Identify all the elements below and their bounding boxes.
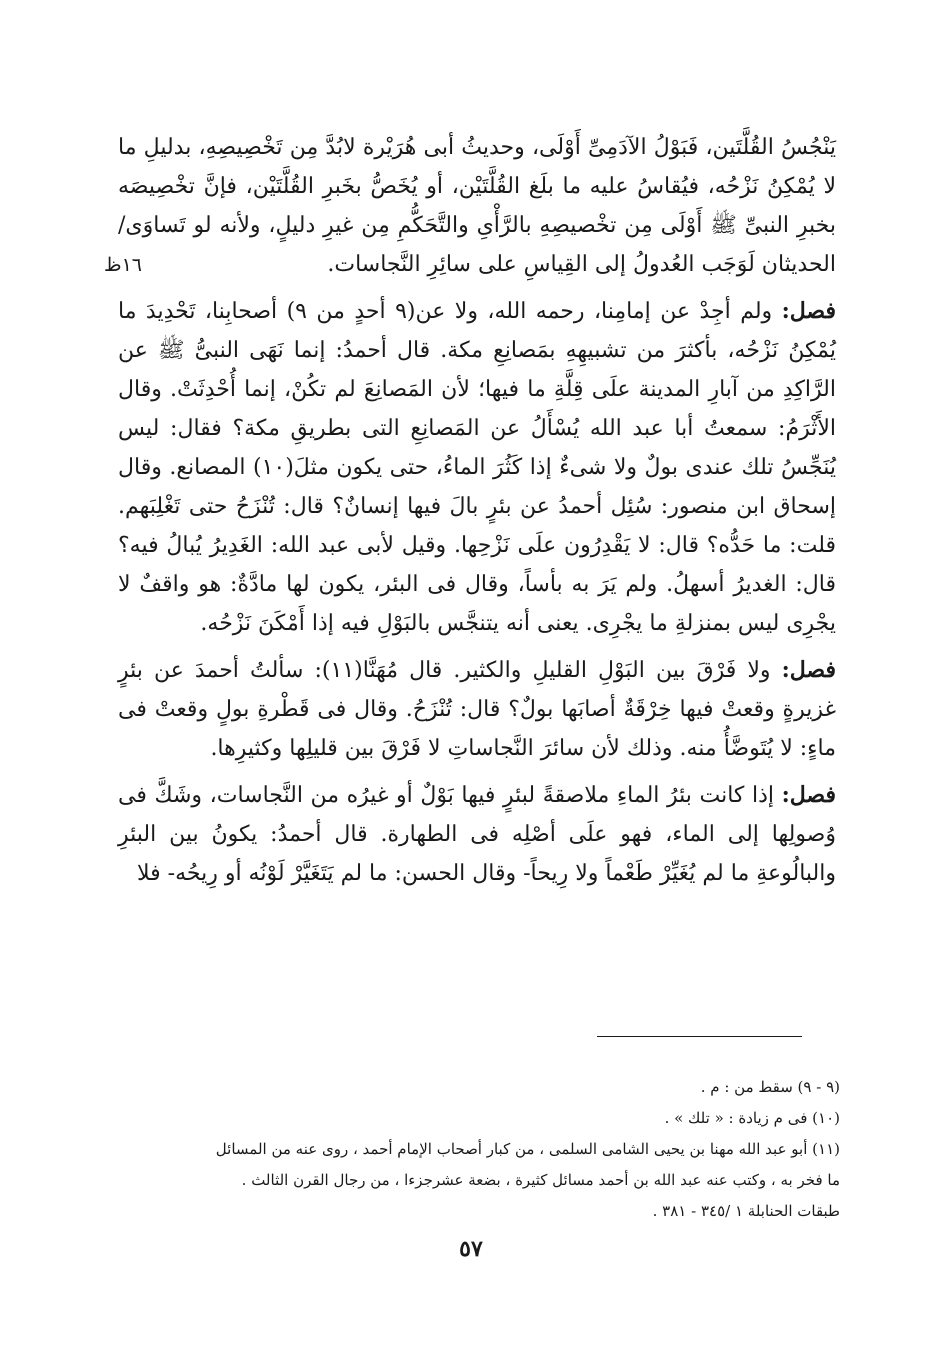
paragraph — [118, 128, 836, 284]
paragraph-text: ولم أجِدْ عن إمامِنا، رحمه الله، ولا عن(٩ أحدٍ من ٩) أصحابِنا، تَحْدِيدَ ما يُمْكِنُ نَزْحُه، بأكثرَ من تشبيهِهِ بمَصانِعِ مكة. قال أحمدُ: إنما نَهَى النبىُّ ﷺ عن الرَّاكِدِ من آبارِ المدينة علَى قِلَّةِ ما فيها؛ لأن المَصانِعَ لم تكُنْ، إنما أُحْدِثَتْ. وقال الأَثْرَمُ: سمعتُ أبا عبد الله يُسْأَلُ عن المَصانِعِ التى بطريقِ مكة؟ فقال: ليس يُنَجِّسُ تلك عندى بولٌ ولا شىءٌ إذا كَثُرَ الماءُ، حتى يكون مثلَ(١٠) المصانع. وقال إسحاق ابن منصور: سُئِل أحمدُ عن بئرٍ بالَ فيها إنسانٌ؟ قال: تُنْزَحُ حتى تَغْلِبَهم. قلت: ما حَدُّه؟ قال: لا يَقْدِرُون علَى نَزْحِها. وقيل لأبى عبد الله: الغَدِيرُ يُبالُ فيه؟ قال: الغديرُ أسهلُ. ولم يَرَ به بأساً، وقال فى البئر، يكون لها مادَّةٌ: هو واقفٌ لا يجْرِى ليس بمنزلةِ ما يجْرِى. يعنى أنه يتنجَّس بالبَوْلِ فيه إذا أَمْكَنَ نَزْحُه. — [118, 299, 837, 636]
paragraph-text: إذا كانت بئرُ الماءِ ملاصقةً لبئرٍ فيها بَوْلٌ أو غيرُه من النَّجاسات، وشَكَّ فى وُصولِها إلى الماء، فهو علَى أصْلِه فى الطهارة. قال أحمدُ: يكونُ بين البئرِ والبالُوعةِ ما لم يُغَيِّرْ طَعْماً ولا رِيحاً- وقال الحسن: ما لم يَتَغَيَّرْ لَوْنُه أو رِيحُه- فلا — [118, 783, 836, 886]
paragraph-text: ولا فَرْقَ بين البَوْلِ القليلِ والكثير. قال مُهَنَّا(١١): سألتُ أحمدَ عن بئرٍ غزيرةٍ وقعتْ فيها خِرْقَةٌ أصابَها بولٌ؟ قال: تُنْزَحُ. وقال فى قَطْرةِ بولٍ وقعتْ فى ماءٍ: لا يُتَوضَّأُ منه. وذلك لأن سائرَ النَّجاساتِ لا فَرْقَ بين قليلِها وكثيرِها. — [118, 658, 836, 761]
footnotes — [140, 1072, 840, 1227]
section-heading: فصل: — [781, 782, 836, 808]
footnote-line: طبقات الحنابلة ١ /٣٤٥ - ٣٨١ . — [652, 1202, 840, 1220]
paragraph-text: يَنْجُسُ القُلَّتَين، فَبَوْلُ الآدَمِىِّ أَوْلَى، وحديثُ أبى هُرَيْرة لابُدَّ مِن تَخْصِيصِهِ، بدليلِ ما لا يُمْكِنُ نَزْحُه، فيُقاسُ عليه ما بلَغ القُلَّتَيْن، أو يُخَصُّ بخَبرِ القُلَّتَيْن، فإنَّ تخْصِيصَه بخبرِ النبىِّ ﷺ أَوْلَى مِن تخْصيصِهِ بالرَّأْىِ والتَّحَكُّمِ مِن غيرِ دليلٍ، ولأنه لو تَساوَى/ الحديثان لَوَجَب العُدولُ إلى القِياسِ على سائِرِ النَّجاسات. — [118, 135, 836, 277]
footnote-line: (١١) أبو عبد الله مهنا بن يحيى الشامى السلمى ، من كبار أصحاب الإمام أحمد ، روى عنه من المسائل — [215, 1140, 840, 1158]
paragraph — [118, 776, 836, 893]
page-number: ٥٧ — [459, 1236, 483, 1262]
footnote-line: (١٠) فى م زيادة : « تلك » . — [664, 1109, 840, 1127]
paragraph — [118, 292, 836, 643]
paragraph — [118, 651, 836, 768]
manuscript-folio-note: ١٦ظ — [104, 254, 142, 276]
main-text — [118, 128, 836, 901]
section-heading: فصل: — [781, 657, 836, 683]
footnote-line: ما فخر به ، وكتب عنه عبد الله بن أحمد مسائل كثيرة ، بضعة عشرجزءا ، من رجال القرن الثالث . — [241, 1171, 840, 1189]
footnote-divider — [597, 1036, 802, 1037]
section-heading: فصل: — [781, 298, 836, 324]
footnote-line: (٩ - ٩) سقط من : م . — [700, 1078, 840, 1096]
